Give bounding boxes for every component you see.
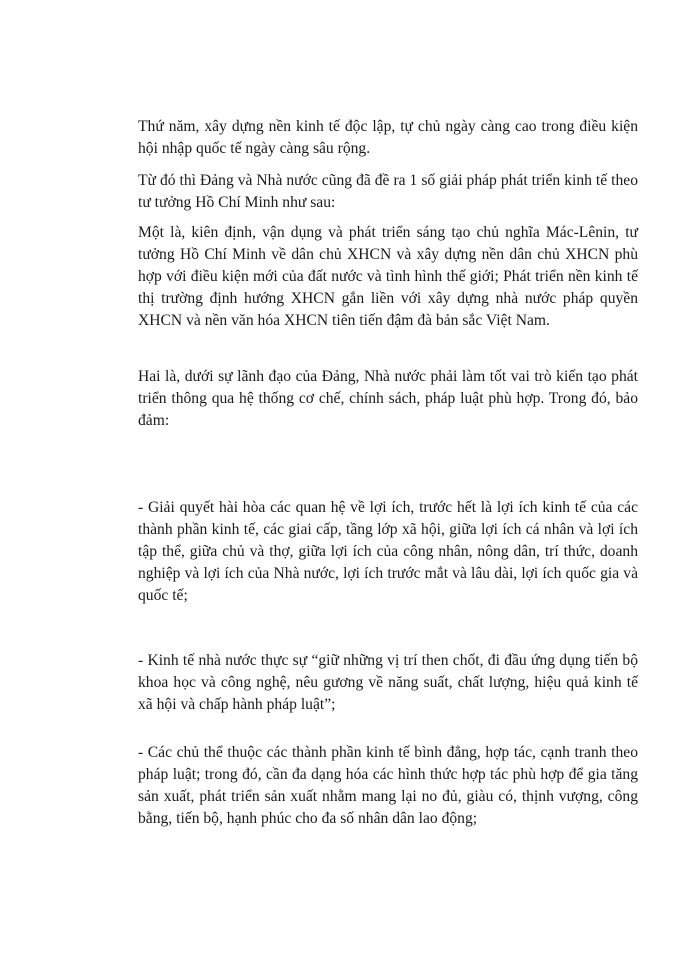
paragraph-mot-la: Một là, kiên định, vận dụng và phát triển sáng tạo chủ nghĩa Mác-Lênin, tư tưởng Hồ Chí Minh về dân chủ XHCN và xây dựng nền dân chủ XHCN phù hợp với điều kiện mới của đất nước và tình hình thế giới; Phát triển nền kinh tế thị trường định hướng XHCN gắn liền với xây dựng nhà nước pháp quyền XHCN và nền văn hóa XHCN tiên tiến đậm đà bản sắc Việt Nam. (138, 224, 638, 329)
bullet-chu-the-kinh-te: - Các chủ thể thuộc các thành phần kinh tế bình đẳng, hợp tác, cạnh tranh theo pháp luật; trong đó, cần đa dạng hóa các hình thức hợp tác phù hợp để gia tăng sản xuất, phát triển sản xuất nhằm mang lại no đủ, giàu có, thịnh vượng, công bằng, tiến bộ, hạnh phúc cho đa số nhân dân lao động; (138, 744, 638, 827)
paragraph-hai-la: Hai là, dưới sự lãnh đạo của Đảng, Nhà nước phải làm tốt vai trò kiến tạo phát triển thông qua hệ thống cơ chế, chính sách, pháp luật phù hợp. Trong đó, bảo đảm: (138, 368, 638, 429)
paragraph-thu-nam: Thứ năm, xây dựng nền kinh tế độc lập, tự chủ ngày càng cao trong điều kiện hội nhập quốc tế ngày càng sâu rộng. (138, 118, 638, 157)
bullet-loi-ich: - Giải quyết hài hòa các quan hệ về lợi ích, trước hết là lợi ích kinh tế của các thành phần kinh tế, các giai cấp, tầng lớp xã hội, giữa lợi ích cá nhân và lợi ích tập thể, giữa chủ và thợ, giữa lợi ích của công nhân, nông dân, trí thức, doanh nghiệp và lợi ích của Nhà nước, lợi ích trước mắt và lâu dài, lợi ích quốc gia và quốc tế; (138, 499, 638, 604)
paragraph-intro-solutions: Từ đó thì Đảng và Nhà nước cũng đã đề ra 1 số giải pháp phát triển kinh tế theo tư tưởng Hồ Chí Minh như sau: (138, 172, 638, 211)
bullet-kinh-te-nha-nuoc: - Kinh tế nhà nước thực sự “giữ những vị trí then chốt, đi đầu ứng dụng tiến bộ khoa học và công nghệ, nêu gương về năng suất, chất lượng, hiệu quả kinh tế xã hội và chấp hành pháp luật”; (138, 652, 638, 713)
